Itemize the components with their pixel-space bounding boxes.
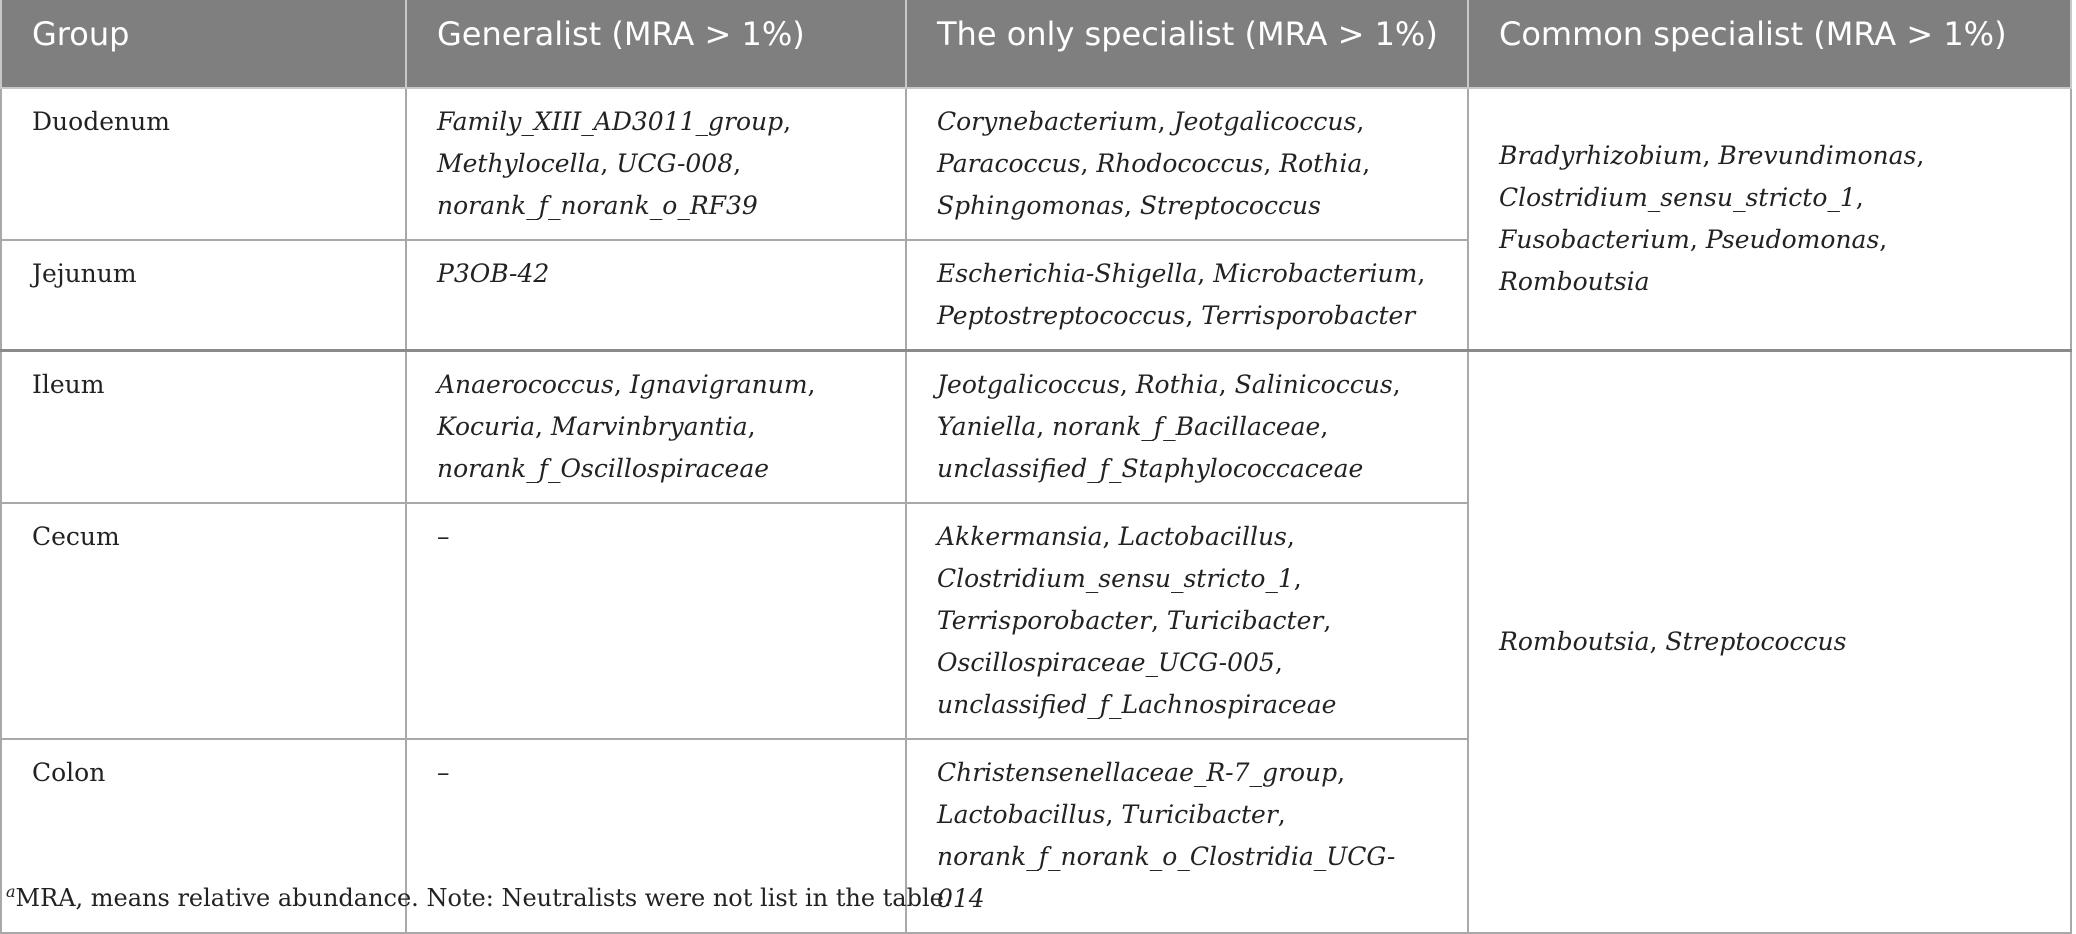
taxon-name: Salinicoccus [1234, 370, 1393, 399]
taxon-name: Streptococcus [1665, 627, 1847, 656]
taxon-name: Rhodococcus [1096, 149, 1264, 178]
taxon-name: Jeotgalicoccus [1173, 107, 1357, 136]
taxon-name: Bradyrhizobium [1499, 141, 1703, 170]
taxon-name: Turicibacter [1121, 800, 1278, 829]
taxon-name: P3OB-42 [437, 259, 550, 288]
group-cell: Duodenum [1, 88, 406, 240]
taxon-name: Terrisporobacter [937, 606, 1152, 635]
taxon-name: unclassified_f_Staphylococcaceae [937, 454, 1364, 483]
taxon-name: Jeotgalicoccus [937, 370, 1120, 399]
taxon-name: – [437, 522, 450, 551]
table-row [1, 351, 2071, 504]
specialist-cell: Akkermansia, Lactobacillus, Clostridium_sensu_stricto_1, Terrisporobacter, Turicibacter, Oscillospiraceae_UCG-005, unclassified_f_Lachnospiraceae [906, 503, 1468, 739]
taxon-name: Lactobacillus [1118, 522, 1287, 551]
taxon-name: – [437, 758, 450, 787]
group-cell: Jejunum [1, 240, 406, 351]
taxon-name: unclassified_f_Lachnospiraceae [937, 690, 1337, 719]
header-row [1, 0, 2071, 88]
specialist-cell: Escherichia-Shigella, Microbacterium, Peptostreptococcus, Terrisporobacter [906, 240, 1468, 351]
taxon-name: Marvinbryantia [550, 412, 748, 441]
group-cell: Colon [1, 739, 406, 933]
common-specialist-cell: Bradyrhizobium, Brevundimonas, Clostridium_sensu_stricto_1, Fusobacterium, Pseudomonas, Romboutsia [1468, 88, 2071, 351]
generalist-cell: Family_XIII_AD3011_group, Methylocella, UCG-008, norank_f_norank_o_RF39 [406, 88, 906, 240]
header-common-specialist: Common specialist (MRA > 1%) [1468, 0, 2071, 88]
taxon-name: Streptococcus [1139, 191, 1321, 220]
taxon-name: Romboutsia [1499, 267, 1650, 296]
taxon-name: Oscillospiraceae_UCG-005 [937, 648, 1275, 677]
header-only-specialist: The only specialist (MRA > 1%) [906, 0, 1468, 88]
taxon-name: Pseudomonas [1705, 225, 1880, 254]
taxon-name: Anaerococcus [437, 370, 614, 399]
taxon-name: UCG-008 [616, 149, 734, 178]
taxon-name: Microbacterium [1213, 259, 1418, 288]
taxon-name: Sphingomonas [937, 191, 1124, 220]
taxon-name: Family_XIII_AD3011_group [437, 107, 784, 136]
taxon-name: Ignavigranum [629, 370, 808, 399]
taxon-name: Clostridium_sensu_stricto_1 [937, 564, 1294, 593]
taxon-name: Rothia [1135, 370, 1219, 399]
taxon-name: norank_f_Bacillaceae [1052, 412, 1321, 441]
common-specialist-cell: Romboutsia, Streptococcus [1468, 351, 2071, 934]
taxon-name: Methylocella [437, 149, 601, 178]
footnote-text: MRA, means relative abundance. Note: Neutralists were not list in the table. [15, 884, 952, 912]
generalist-cell: Anaerococcus, Ignavigranum, Kocuria, Marvinbryantia, norank_f_Oscillospiraceae [406, 351, 906, 504]
taxon-name: Akkermansia [937, 522, 1103, 551]
group-cell: Cecum [1, 503, 406, 739]
taxon-name: Paracoccus [937, 149, 1081, 178]
taxon-name: Yaniella [937, 412, 1037, 441]
taxon-name: norank_f_Oscillospiraceae [437, 454, 770, 483]
taxon-name: Terrisporobacter [1201, 301, 1416, 330]
taxon-name: Rothia [1279, 149, 1363, 178]
specialist-cell: Corynebacterium, Jeotgalicoccus, Paracoccus, Rhodococcus, Rothia, Sphingomonas, Streptococcus [906, 88, 1468, 240]
taxon-name: norank_f_norank_o_RF39 [437, 191, 758, 220]
taxon-name: Kocuria [437, 412, 536, 441]
taxon-name: Christensenellaceae_R-7_group [937, 758, 1338, 787]
taxon-name: Romboutsia [1499, 627, 1650, 656]
taxon-name: norank_f_norank_o_Clostridia_UCG-014 [937, 842, 1396, 913]
specialist-cell: Jeotgalicoccus, Rothia, Salinicoccus, Yaniella, norank_f_Bacillaceae, unclassified_f_Staphylococcaceae [906, 351, 1468, 504]
taxon-name: Clostridium_sensu_stricto_1 [1499, 183, 1856, 212]
generalist-cell [406, 240, 906, 351]
taxon-name: Escherichia-Shigella [937, 259, 1198, 288]
header-generalist: Generalist (MRA > 1%) [406, 0, 906, 88]
taxon-name: Lactobacillus [937, 800, 1106, 829]
header-group: Group [1, 0, 406, 88]
table-row [1, 88, 2071, 240]
footnote-marker: a [6, 882, 16, 901]
group-cell: Ileum [1, 351, 406, 504]
table-footnote [6, 882, 952, 912]
taxon-name: Peptostreptococcus [937, 301, 1186, 330]
specialist-cell: Christensenellaceae_R-7_group, Lactobacillus, Turicibacter, norank_f_norank_o_Clostridia_UCG-014 [906, 739, 1468, 933]
generalist-cell [406, 503, 906, 739]
taxon-name: Turicibacter [1166, 606, 1324, 635]
taxon-name: Brevundimonas [1718, 141, 1917, 170]
taxon-name: Corynebacterium [937, 107, 1158, 136]
taxon-name: Fusobacterium [1499, 225, 1690, 254]
